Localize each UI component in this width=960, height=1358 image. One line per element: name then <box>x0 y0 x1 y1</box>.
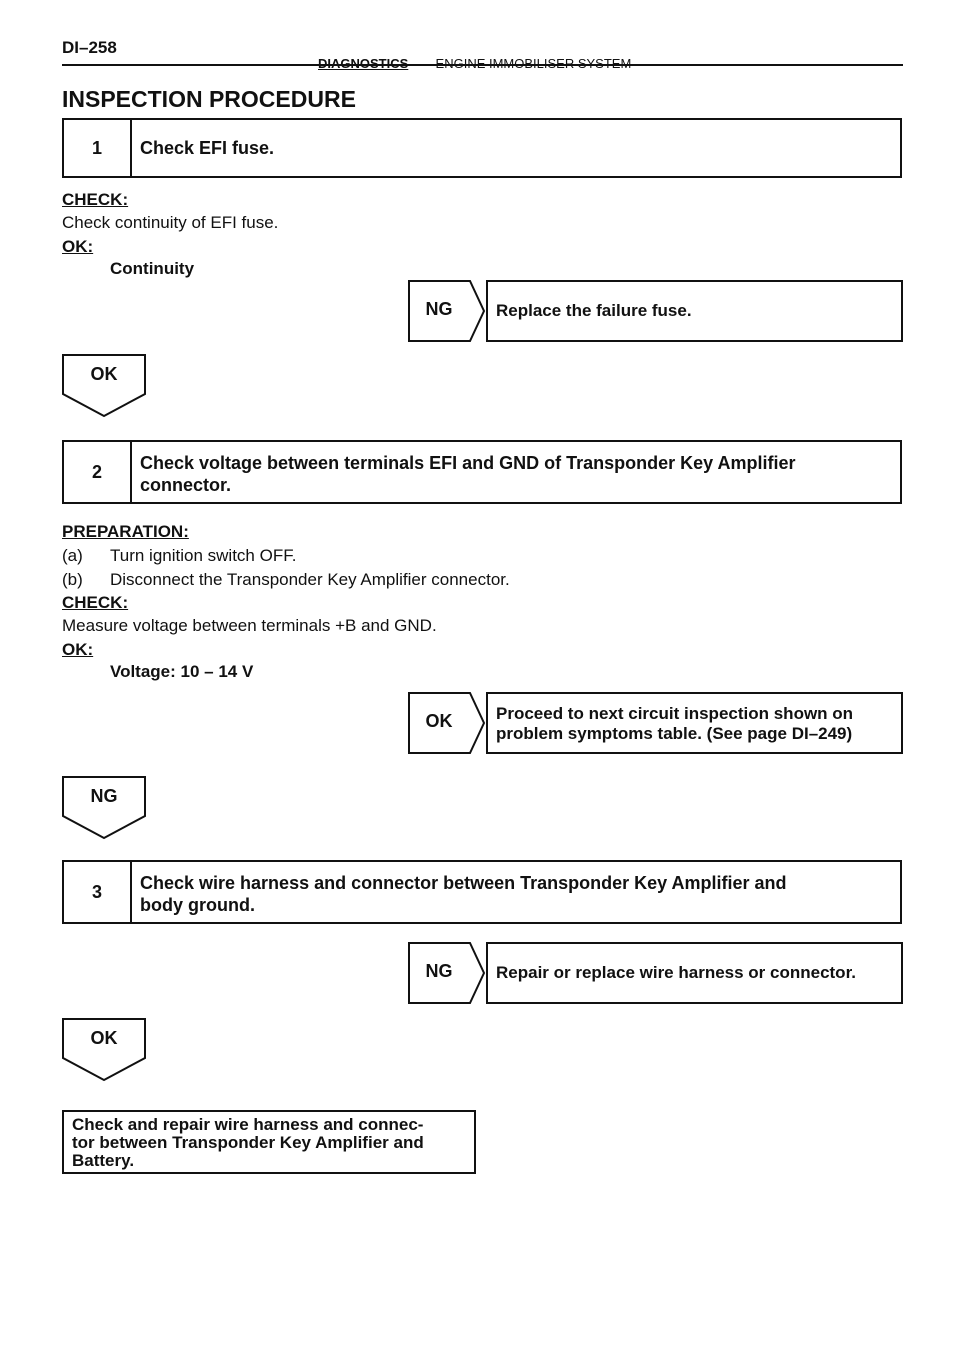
prep-item-text: Turn ignition switch OFF. <box>110 546 297 565</box>
ng-flow-tab <box>62 776 146 840</box>
check-label: CHECK: <box>62 593 129 612</box>
step-title <box>140 872 890 916</box>
header-rule <box>62 64 903 66</box>
result-box <box>486 280 903 342</box>
result-line: problem symptoms table. (See page DI–249) <box>496 724 853 743</box>
header-separator: – <box>418 56 426 71</box>
ok-label: OK: <box>62 237 94 256</box>
flow-label: NG <box>90 786 118 806</box>
step-title-line: connector. <box>140 475 232 495</box>
result-text: Replace the failure fuse. <box>496 301 692 320</box>
step-number: 3 <box>64 862 132 922</box>
check-label: CHECK: <box>62 190 129 209</box>
ok-label: OK: <box>62 640 94 659</box>
final-line: Battery. <box>72 1151 135 1170</box>
flow-label: OK <box>90 364 118 384</box>
check-text: Check continuity of EFI fuse. <box>62 213 279 232</box>
step-number: 1 <box>64 120 132 176</box>
step-title-line: Check voltage between terminals EFI and GND of Transponder Key Amplifier <box>140 453 796 473</box>
flow-label: OK <box>90 1028 118 1048</box>
result-text <box>496 694 893 744</box>
ok-branch-pointer <box>408 692 486 754</box>
ok-flow-tab <box>62 1018 146 1082</box>
branch-label: NG <box>425 961 453 981</box>
prep-item-letter: (b) <box>62 570 83 589</box>
step-2-box <box>62 440 902 504</box>
check-text: Measure voltage between terminals +B and GND. <box>62 616 437 635</box>
ok-value: Continuity <box>110 259 195 278</box>
step-number: 2 <box>64 442 132 502</box>
final-line: tor between Transponder Key Amplifier and <box>72 1133 424 1152</box>
subsection-name: ENGINE IMMOBILISER SYSTEM <box>435 56 632 71</box>
branch-label: OK <box>425 711 453 731</box>
result-text: Repair or replace wire harness or connector. <box>496 963 856 982</box>
ng-branch-pointer <box>408 942 486 1004</box>
prep-item-letter: (a) <box>62 546 83 565</box>
ok-flow-tab <box>62 354 146 418</box>
step-title-line: body ground. <box>140 895 255 915</box>
step-3-box <box>62 860 902 924</box>
step-1-box <box>62 118 902 178</box>
step-title: Check EFI fuse. <box>140 138 275 158</box>
page-number: DI–258 <box>62 38 117 57</box>
ng-branch-pointer <box>408 280 486 342</box>
prep-item-text: Disconnect the Transponder Key Amplifier connector. <box>110 570 510 589</box>
preparation-label: PREPARATION: <box>62 522 189 541</box>
section-name: DIAGNOSTICS <box>318 56 409 71</box>
result-box <box>486 692 903 754</box>
branch-label: NG <box>425 299 453 319</box>
final-line: Check and repair wire harness and connec- <box>72 1115 424 1134</box>
ok-value: Voltage: 10 – 14 V <box>110 662 254 681</box>
final-action-box <box>62 1110 476 1174</box>
step-title <box>140 452 890 496</box>
step-title-line: Check wire harness and connector between Transponder Key Amplifier and <box>140 873 787 893</box>
page-title: INSPECTION PROCEDURE <box>62 86 356 112</box>
result-line: Proceed to next circuit inspection shown on <box>496 704 854 723</box>
result-box <box>486 942 903 1004</box>
